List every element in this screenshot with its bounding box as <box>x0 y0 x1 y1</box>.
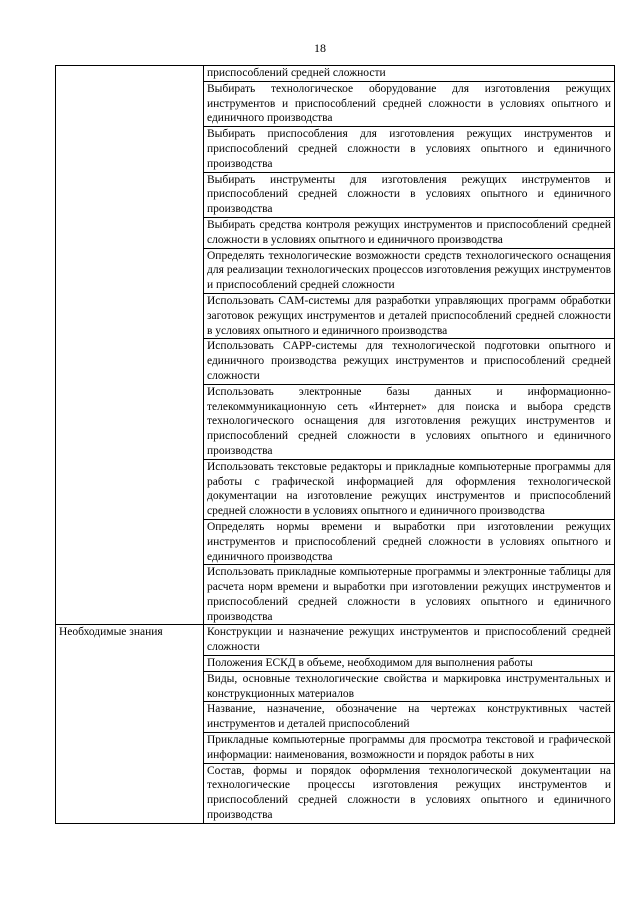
requirements-table <box>55 65 615 824</box>
knowledge-item: Положения ЕСКД в объеме, необходимом для выполнения работы <box>204 656 615 672</box>
knowledge-item: Прикладные компьютерные программы для просмотра текстовой и графической информации: наименования, возможности и порядок работы в них <box>204 733 615 764</box>
skill-item: Выбирать технологическое оборудование для изготовления режущих инструментов и приспособлений средней сложности в условиях опытного и единичного производства <box>204 81 615 126</box>
skill-item: Определять технологические возможности средств технологического оснащения для реализации технологических процессов изготовления режущих инструментов и приспособлений средней сложности <box>204 248 615 293</box>
skills-label-cell <box>56 66 204 625</box>
skill-item: Использовать электронные базы данных и информационно-телекоммуникационную сеть «Интернет» для поиска и выбора средств технологического оснащения для изготовления режущих инструментов и приспособлений средней сложности в условиях опытного и единичного производства <box>204 384 615 459</box>
knowledge-item: Название, назначение, обозначение на чертежах конструктивных частей инструментов и деталей приспособлений <box>204 702 615 733</box>
skill-item: приспособлений средней сложности <box>204 66 615 82</box>
knowledge-item: Состав, формы и порядок оформления технологической документации на технологические процессы изготовления режущих инструментов и приспособлений средней сложности в условиях опытного и единичного производства <box>204 763 615 823</box>
knowledge-item: Виды, основные технологические свойства и маркировка инструментальных и конструкционных материалов <box>204 671 615 702</box>
knowledge-item: Конструкции и назначение режущих инструментов и приспособлений средней сложности <box>204 625 615 656</box>
skill-item: Определять нормы времени и выработки при изготовлении режущих инструментов и приспособлений средней сложности в условиях опытного и единичного производства <box>204 519 615 564</box>
knowledge-label: Необходимые знания <box>56 625 204 823</box>
skill-item: Выбирать приспособления для изготовления режущих инструментов и приспособлений средней сложности в условиях опытного и единичного производства <box>204 127 615 172</box>
skill-item: Выбирать средства контроля режущих инструментов и приспособлений средней сложности в условиях опытного и единичного производства <box>204 217 615 248</box>
skill-item: Использовать CAM-системы для разработки управляющих программ обработки заготовок режущих инструментов и деталей приспособлений средней сложности в условиях опытного и единичного производства <box>204 293 615 338</box>
table-row <box>56 66 615 82</box>
skill-item: Выбирать инструменты для изготовления режущих инструментов и приспособлений средней сложности в условиях опытного и единичного производства <box>204 172 615 217</box>
skill-item: Использовать прикладные компьютерные программы и электронные таблицы для расчета норм времени и выработки при изготовлении режущих инструментов и приспособлений средней сложности в условиях опытного и единичного производства <box>204 565 615 625</box>
table-row <box>56 625 615 656</box>
skill-item: Использовать CAPP-системы для технологической подготовки опытного и единичного производства режущих инструментов и приспособлений средней сложности <box>204 339 615 384</box>
skill-item: Использовать текстовые редакторы и прикладные компьютерные программы для работы с графической информацией для оформления технологической документации на изготовление режущих инструментов и приспособлений средней сложности в условиях опытного и единичного производства <box>204 459 615 519</box>
page-number: 18 <box>314 41 326 55</box>
